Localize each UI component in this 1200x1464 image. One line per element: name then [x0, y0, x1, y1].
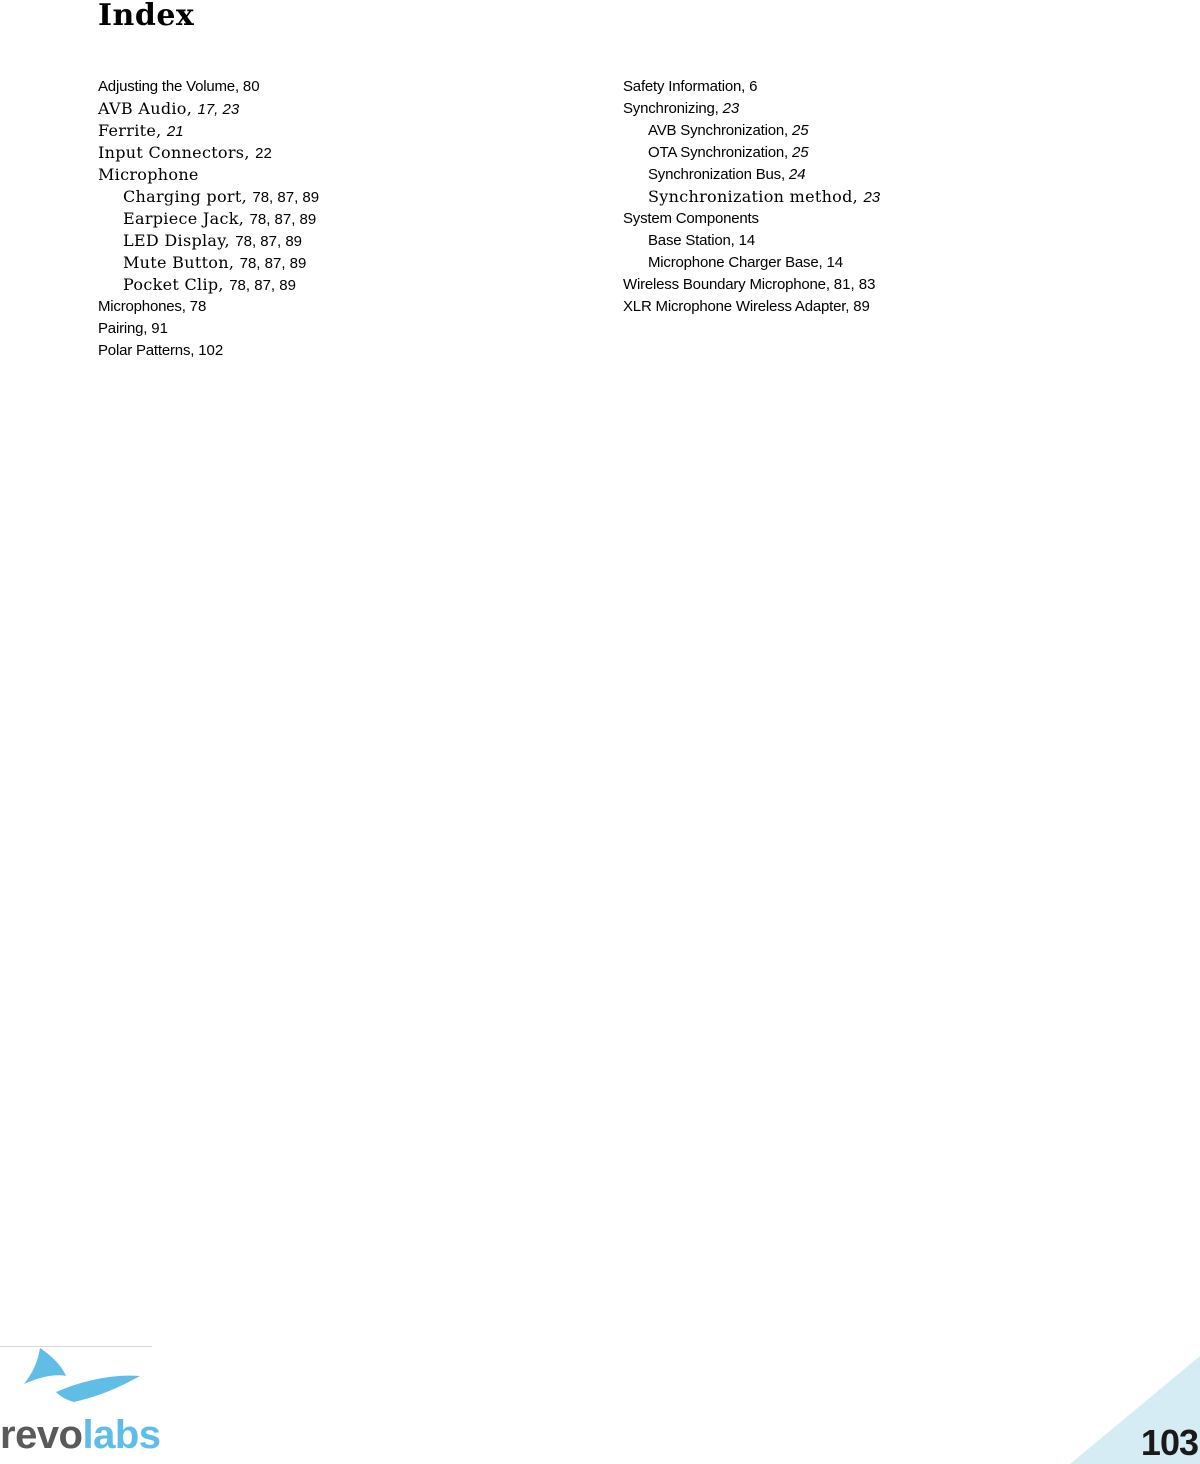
logo-wordmark [0, 1412, 161, 1458]
index-entry: AVB Audio, 17, 23 [98, 99, 240, 118]
index-term: XLR Microphone Wireless Adapter [623, 298, 846, 315]
index-pages: 102 [198, 342, 224, 359]
page-title: Index [98, 0, 195, 33]
revolabs-logo [0, 1346, 161, 1464]
index-pages: 78 [189, 298, 207, 315]
index-term: Input Connectors [98, 143, 245, 162]
index-subentry: Mute Button, 78, 87, 89 [123, 253, 307, 272]
index-subentry: AVB Synchronization, 25 [648, 122, 809, 139]
index-term: Charging port [123, 187, 242, 206]
index-pages: 78, 87, 89 [252, 189, 320, 206]
index-subentry: Pocket Clip, 78, 87, 89 [123, 275, 296, 294]
index-entry: Ferrite, 21 [98, 121, 184, 140]
index-term: Synchronizing [623, 100, 715, 117]
index-pages: 89 [853, 298, 870, 315]
index-term: Microphone [98, 165, 199, 184]
index-entry: Safety Information, 6 [623, 78, 758, 95]
logo-text-labs: labs [82, 1413, 161, 1457]
index-pages: 25 [791, 144, 809, 161]
index-entry: XLR Microphone Wireless Adapter, 89 [623, 298, 870, 315]
index-pages: 25 [791, 122, 809, 139]
index-term: LED Display [123, 231, 225, 250]
index-pages: 21 [166, 123, 184, 140]
index-term: Adjusting the Volume [98, 78, 235, 95]
shark-fin-icon [0, 1346, 156, 1416]
index-pages: 14 [738, 232, 756, 249]
index-entry: Adjusting the Volume, 80 [98, 78, 260, 95]
index-term: Microphone Charger Base [648, 254, 819, 271]
index-subentry: LED Display, 78, 87, 89 [123, 231, 303, 250]
index-entry: Microphones, 78 [98, 298, 207, 315]
index-subentry: Charging port, 78, 87, 89 [123, 187, 320, 206]
index-term: Safety Information [623, 78, 742, 95]
index-term: Synchronization method [648, 187, 853, 206]
index-entry: Wireless Boundary Microphone, 81, 83 [623, 276, 876, 293]
index-term: System Components [623, 210, 759, 227]
index-subentry: Microphone Charger Base, 14 [648, 254, 844, 271]
index-subentry: Synchronization method, 23 [648, 187, 881, 206]
index-entry [623, 208, 1103, 230]
index-pages: 81, 83 [833, 276, 876, 293]
index-term: AVB Synchronization [648, 122, 784, 139]
index-term: AVB Audio [98, 99, 187, 118]
index-entry: Pairing, 91 [98, 320, 168, 337]
index-pages: 91 [151, 320, 168, 337]
index-pages: 17, 23 [197, 101, 240, 118]
index-column-left [98, 76, 538, 362]
index-pages: 24 [788, 166, 806, 183]
index-entry: Input Connectors, 22 [98, 143, 272, 162]
index-term: Microphones [98, 298, 182, 315]
index-term: Mute Button [123, 253, 229, 272]
index-pages: 6 [749, 78, 758, 95]
index-pages: 78, 87, 89 [249, 211, 317, 228]
index-pages: 22 [255, 145, 272, 162]
index-subentry: Earpiece Jack, 78, 87, 89 [123, 209, 317, 228]
index-subentry: OTA Synchronization, 25 [648, 144, 809, 161]
index-subentry: Base Station, 14 [648, 232, 756, 249]
index-pages: 14 [826, 254, 844, 271]
index-pages: 78, 87, 89 [235, 233, 303, 250]
index-subentry: Synchronization Bus, 24 [648, 166, 806, 183]
index-term: Pocket Clip [123, 275, 219, 294]
index-term: Polar Patterns [98, 342, 191, 359]
index-pages: 78, 87, 89 [239, 255, 307, 272]
index-term: Ferrite [98, 121, 157, 140]
index-term: OTA Synchronization [648, 144, 784, 161]
index-pages: 80 [242, 78, 260, 95]
index-entry: Synchronizing, 23 [623, 100, 740, 117]
logo-text-revo: revo [0, 1413, 83, 1457]
page-number: 103 [1140, 1422, 1198, 1463]
index-column-right [623, 76, 1103, 318]
index-term: Synchronization Bus [648, 166, 781, 183]
index-entry [98, 164, 538, 186]
index-entry: Polar Patterns, 102 [98, 342, 224, 359]
index-term: Wireless Boundary Microphone [623, 276, 826, 293]
index-pages: 23 [722, 100, 740, 117]
index-term: Earpiece Jack [123, 209, 239, 228]
index-term: Pairing [98, 320, 144, 337]
index-term: Base Station [648, 232, 731, 249]
index-pages: 78, 87, 89 [229, 277, 296, 294]
index-pages: 23 [863, 189, 881, 206]
